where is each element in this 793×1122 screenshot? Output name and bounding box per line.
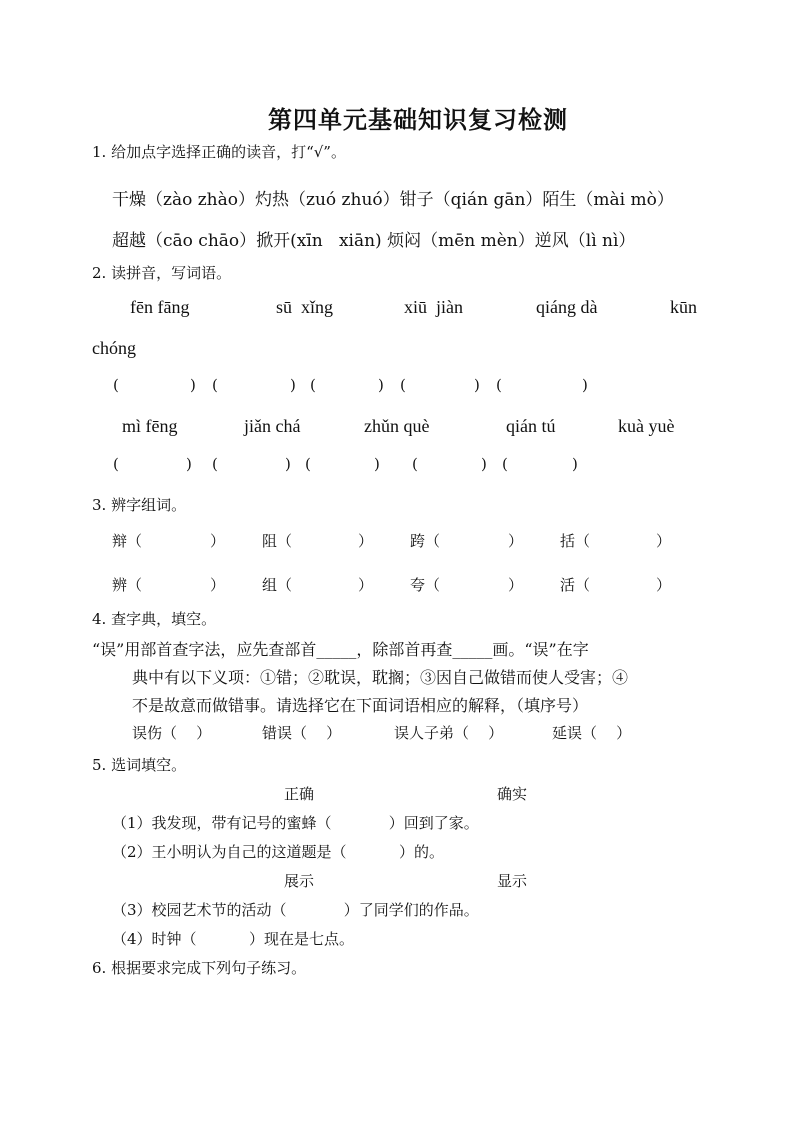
- paren-close: ): [481, 455, 487, 473]
- q3-item[interactable]: 夸（: [410, 576, 441, 594]
- pinyin-8: zhǔn què: [364, 416, 430, 436]
- question-4-heading: 4. 查字典，填空。: [92, 610, 217, 628]
- q3-item[interactable]: 组（: [262, 576, 293, 594]
- q4-line-2: 典中有以下义项：①错；②耽误，耽搁；③因自己做错而使人受害；④: [132, 668, 629, 687]
- pinyin-7: jiǎn chá: [244, 416, 301, 436]
- question-5-heading: 5. 选词填空。: [92, 756, 187, 774]
- q3-item[interactable]: 辨（: [112, 576, 143, 594]
- pinyin-1: fēn fāng: [130, 297, 190, 317]
- q4-item[interactable]: 延误（ ）: [552, 724, 632, 742]
- pinyin-9: qián tú: [506, 416, 556, 436]
- answer-blank[interactable]: (: [212, 455, 218, 473]
- answer-blank[interactable]: (: [412, 455, 418, 473]
- answer-blank[interactable]: (: [496, 376, 502, 394]
- q3-item[interactable]: 辩（: [112, 532, 143, 550]
- q4-item[interactable]: 误伤（ ）: [132, 724, 212, 742]
- answer-blank[interactable]: (: [212, 376, 218, 394]
- answer-blank[interactable]: (: [113, 455, 119, 473]
- answer-blank[interactable]: (: [400, 376, 406, 394]
- paren-close: ）: [656, 576, 672, 594]
- option-word: 展示: [284, 872, 315, 890]
- pinyin-5: kūn: [670, 297, 697, 317]
- answer-blank[interactable]: (: [113, 376, 119, 394]
- answer-blank[interactable]: (: [310, 376, 316, 394]
- sentence-1[interactable]: （1）我发现，带有记号的蜜蜂（ ）回到了家。: [112, 814, 479, 832]
- sentence-4[interactable]: （4）时钟（ ）现在是七点。: [112, 930, 354, 948]
- paren-close: ）: [508, 576, 524, 594]
- q1-row-2: 超越（cāo chāo）掀开(xīn xiān) 烦闷（mēn mèn）逆风（lì nì）: [112, 231, 636, 251]
- q4-line-3: 不是故意而做错事。请选择它在下面词语相应的解释，（填序号）: [132, 696, 589, 715]
- question-1-heading: 1. 给加点字选择正确的读音，打“√”。: [92, 143, 346, 161]
- q4-item[interactable]: 误人子弟（ ）: [394, 724, 504, 742]
- option-word: 显示: [497, 872, 528, 890]
- answer-blank[interactable]: (: [305, 455, 311, 473]
- paren-close: ）: [210, 576, 226, 594]
- option-word: 确实: [497, 785, 528, 803]
- option-word: 正确: [284, 785, 315, 803]
- paren-close: ）: [210, 532, 226, 550]
- paren-close: ）: [358, 576, 374, 594]
- pinyin-2: sū xǐng: [276, 297, 334, 317]
- pinyin-4: qiáng dà: [536, 297, 598, 317]
- question-6-heading: 6. 根据要求完成下列句子练习。: [92, 959, 307, 977]
- q3-item[interactable]: 跨（: [410, 532, 441, 550]
- paren-close: ）: [358, 532, 374, 550]
- pinyin-6: mì fēng: [122, 416, 178, 436]
- q3-item[interactable]: 括（: [560, 532, 591, 550]
- sentence-2[interactable]: （2）王小明认为自己的这道题是（ ）的。: [112, 843, 444, 861]
- question-2-heading: 2. 读拼音，写词语。: [92, 264, 232, 282]
- answer-blank[interactable]: (: [502, 455, 508, 473]
- sentence-3[interactable]: （3）校园艺术节的活动（ ）了同学们的作品。: [112, 901, 479, 919]
- paren-close: ): [186, 455, 192, 473]
- paren-close: ): [190, 376, 196, 394]
- paren-close: ): [582, 376, 588, 394]
- paren-close: ): [374, 455, 380, 473]
- paren-close: ): [285, 455, 291, 473]
- q3-item[interactable]: 活（: [560, 576, 591, 594]
- q1-row-1: 干燥（zào zhào）灼热（zuó zhuó）钳子（qián gān）陌生（mài mò）: [112, 190, 674, 210]
- paren-close: ): [474, 376, 480, 394]
- paren-close: ): [378, 376, 384, 394]
- paren-close: ）: [508, 532, 524, 550]
- pinyin-5-wrap: chóng: [92, 338, 136, 358]
- paren-close: ): [290, 376, 296, 394]
- q4-line-1: “误”用部首查字法，应先查部首_____，除部首再查_____画。“误”在字: [92, 640, 589, 659]
- q4-item[interactable]: 错误（ ）: [262, 724, 342, 742]
- paren-close: ): [572, 455, 578, 473]
- pinyin-10: kuà yuè: [618, 416, 675, 436]
- question-3-heading: 3. 辨字组词。: [92, 496, 187, 514]
- pinyin-3: xiū jiàn: [404, 297, 463, 317]
- page-title: 第四单元基础知识复习检测: [268, 105, 568, 134]
- paren-close: ）: [656, 532, 672, 550]
- q3-item[interactable]: 阻（: [262, 532, 293, 550]
